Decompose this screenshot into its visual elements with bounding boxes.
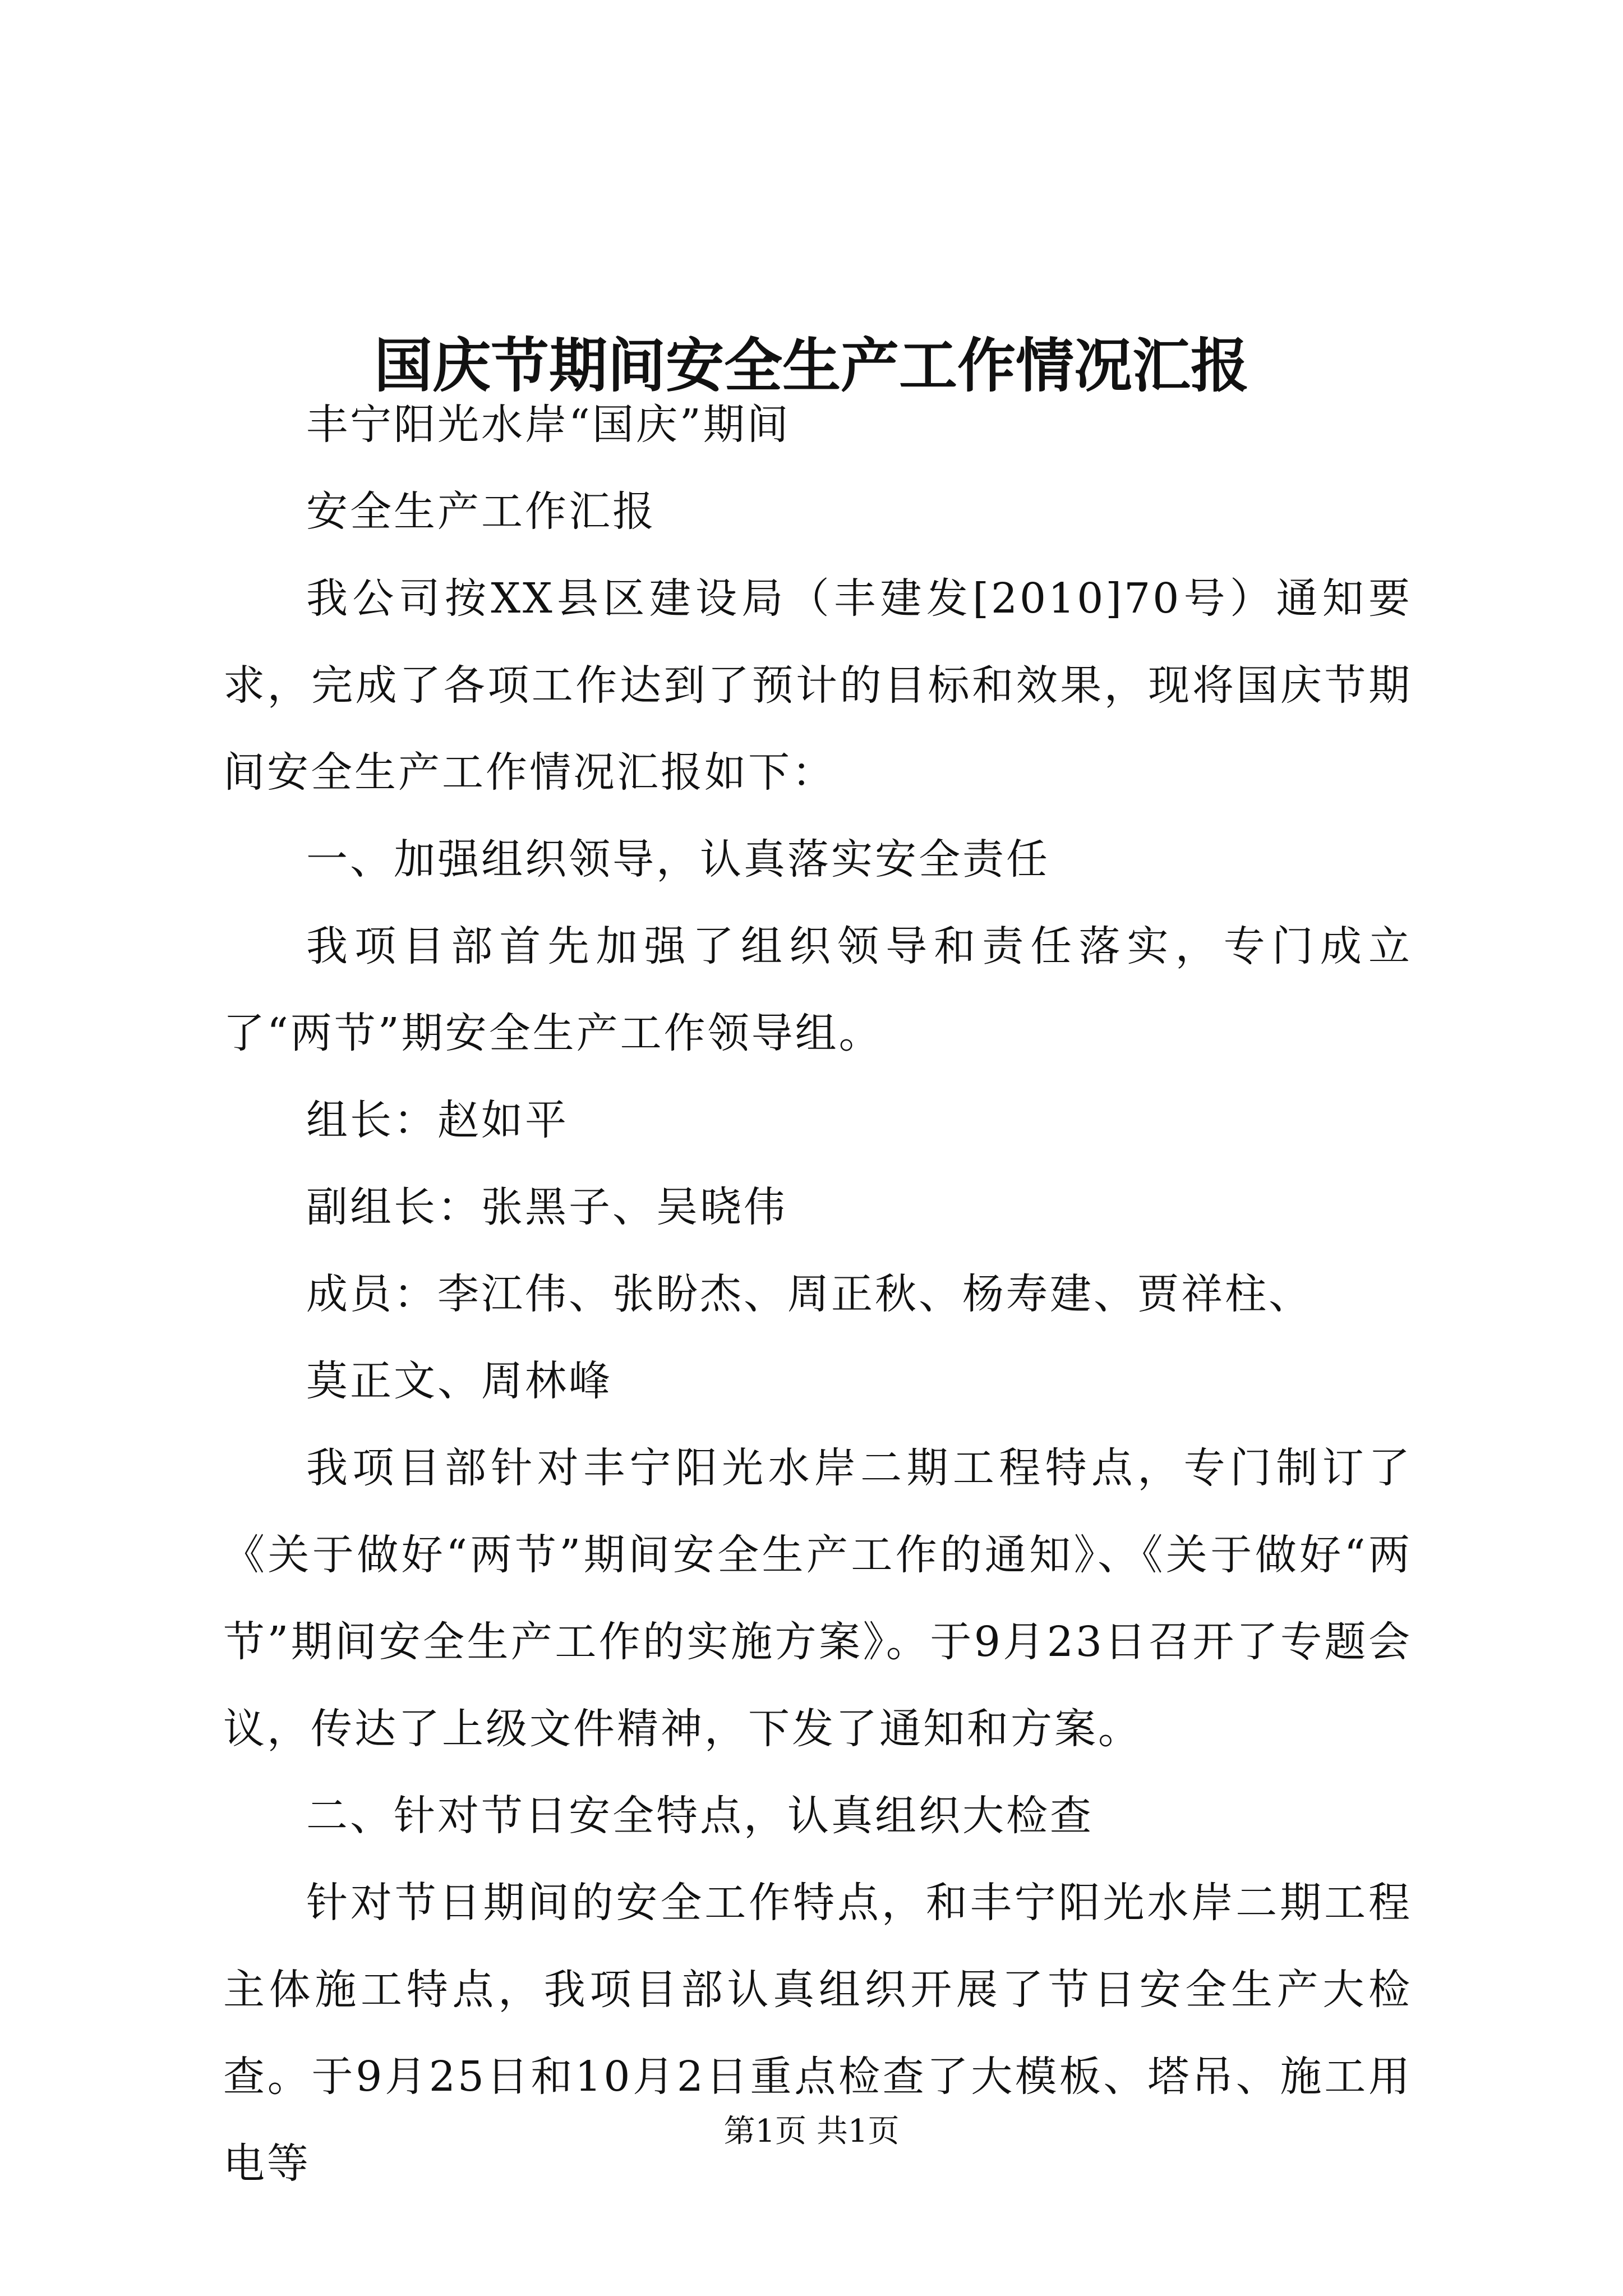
- paragraph-members-cont: 莫正文、周林峰: [306, 1357, 612, 1405]
- paragraph-subtitle-2: 安全生产工作汇报: [306, 487, 656, 536]
- paragraph-subtitle-1: 丰宁阳光水岸“国庆”期间: [306, 401, 791, 449]
- section-heading-2: 二、针对节日安全特点，认真组织大检查: [306, 1792, 1094, 1840]
- section-heading-1: 一、加强组织领导，认真落实安全责任: [306, 835, 1050, 884]
- paragraph-intro: 我公司按XX县区建设局（丰建发[2010]70号）通知要求，完成了各项工作达到了预计的目标和效果，现将国庆节期间安全生产工作情况汇报如下：: [223, 574, 1412, 797]
- document-body: [223, 381, 1412, 2207]
- paragraph-plans: 我项目部针对丰宁阳光水岸二期工程特点，专门制订了《关于做好“两节”期间安全生产工作的通知》、《关于做好“两节”期间安全生产工作的实施方案》。于9月23日召开了专题会议，传达了上级文件精神，下发了通知和方案。: [223, 1444, 1412, 1753]
- page-footer: 第1页 共1页: [723, 2113, 900, 2150]
- paragraph-inspection: 针对节日期间的安全工作特点，和丰宁阳光水岸二期工程主体施工特点，我项目部认真组织开展了节日安全生产大检查。于9月25日和10月2日重点检查了大模板、塔吊、施工用电等: [223, 1879, 1412, 2188]
- paragraph-deputy-leaders: 副组长：张黑子、吴晓伟: [306, 1183, 787, 1231]
- document-title: 国庆节期间安全生产工作情况汇报: [374, 330, 1249, 400]
- paragraph-leadership: 我项目部首先加强了组织领导和责任落实，专门成立了“两节”期安全生产工作领导组。: [223, 922, 1412, 1057]
- paragraph-leader: 组长：赵如平: [306, 1096, 569, 1144]
- paragraph-members: 成员：李江伟、张盼杰、周正秋、杨寿建、贾祥柱、: [306, 1270, 1312, 1318]
